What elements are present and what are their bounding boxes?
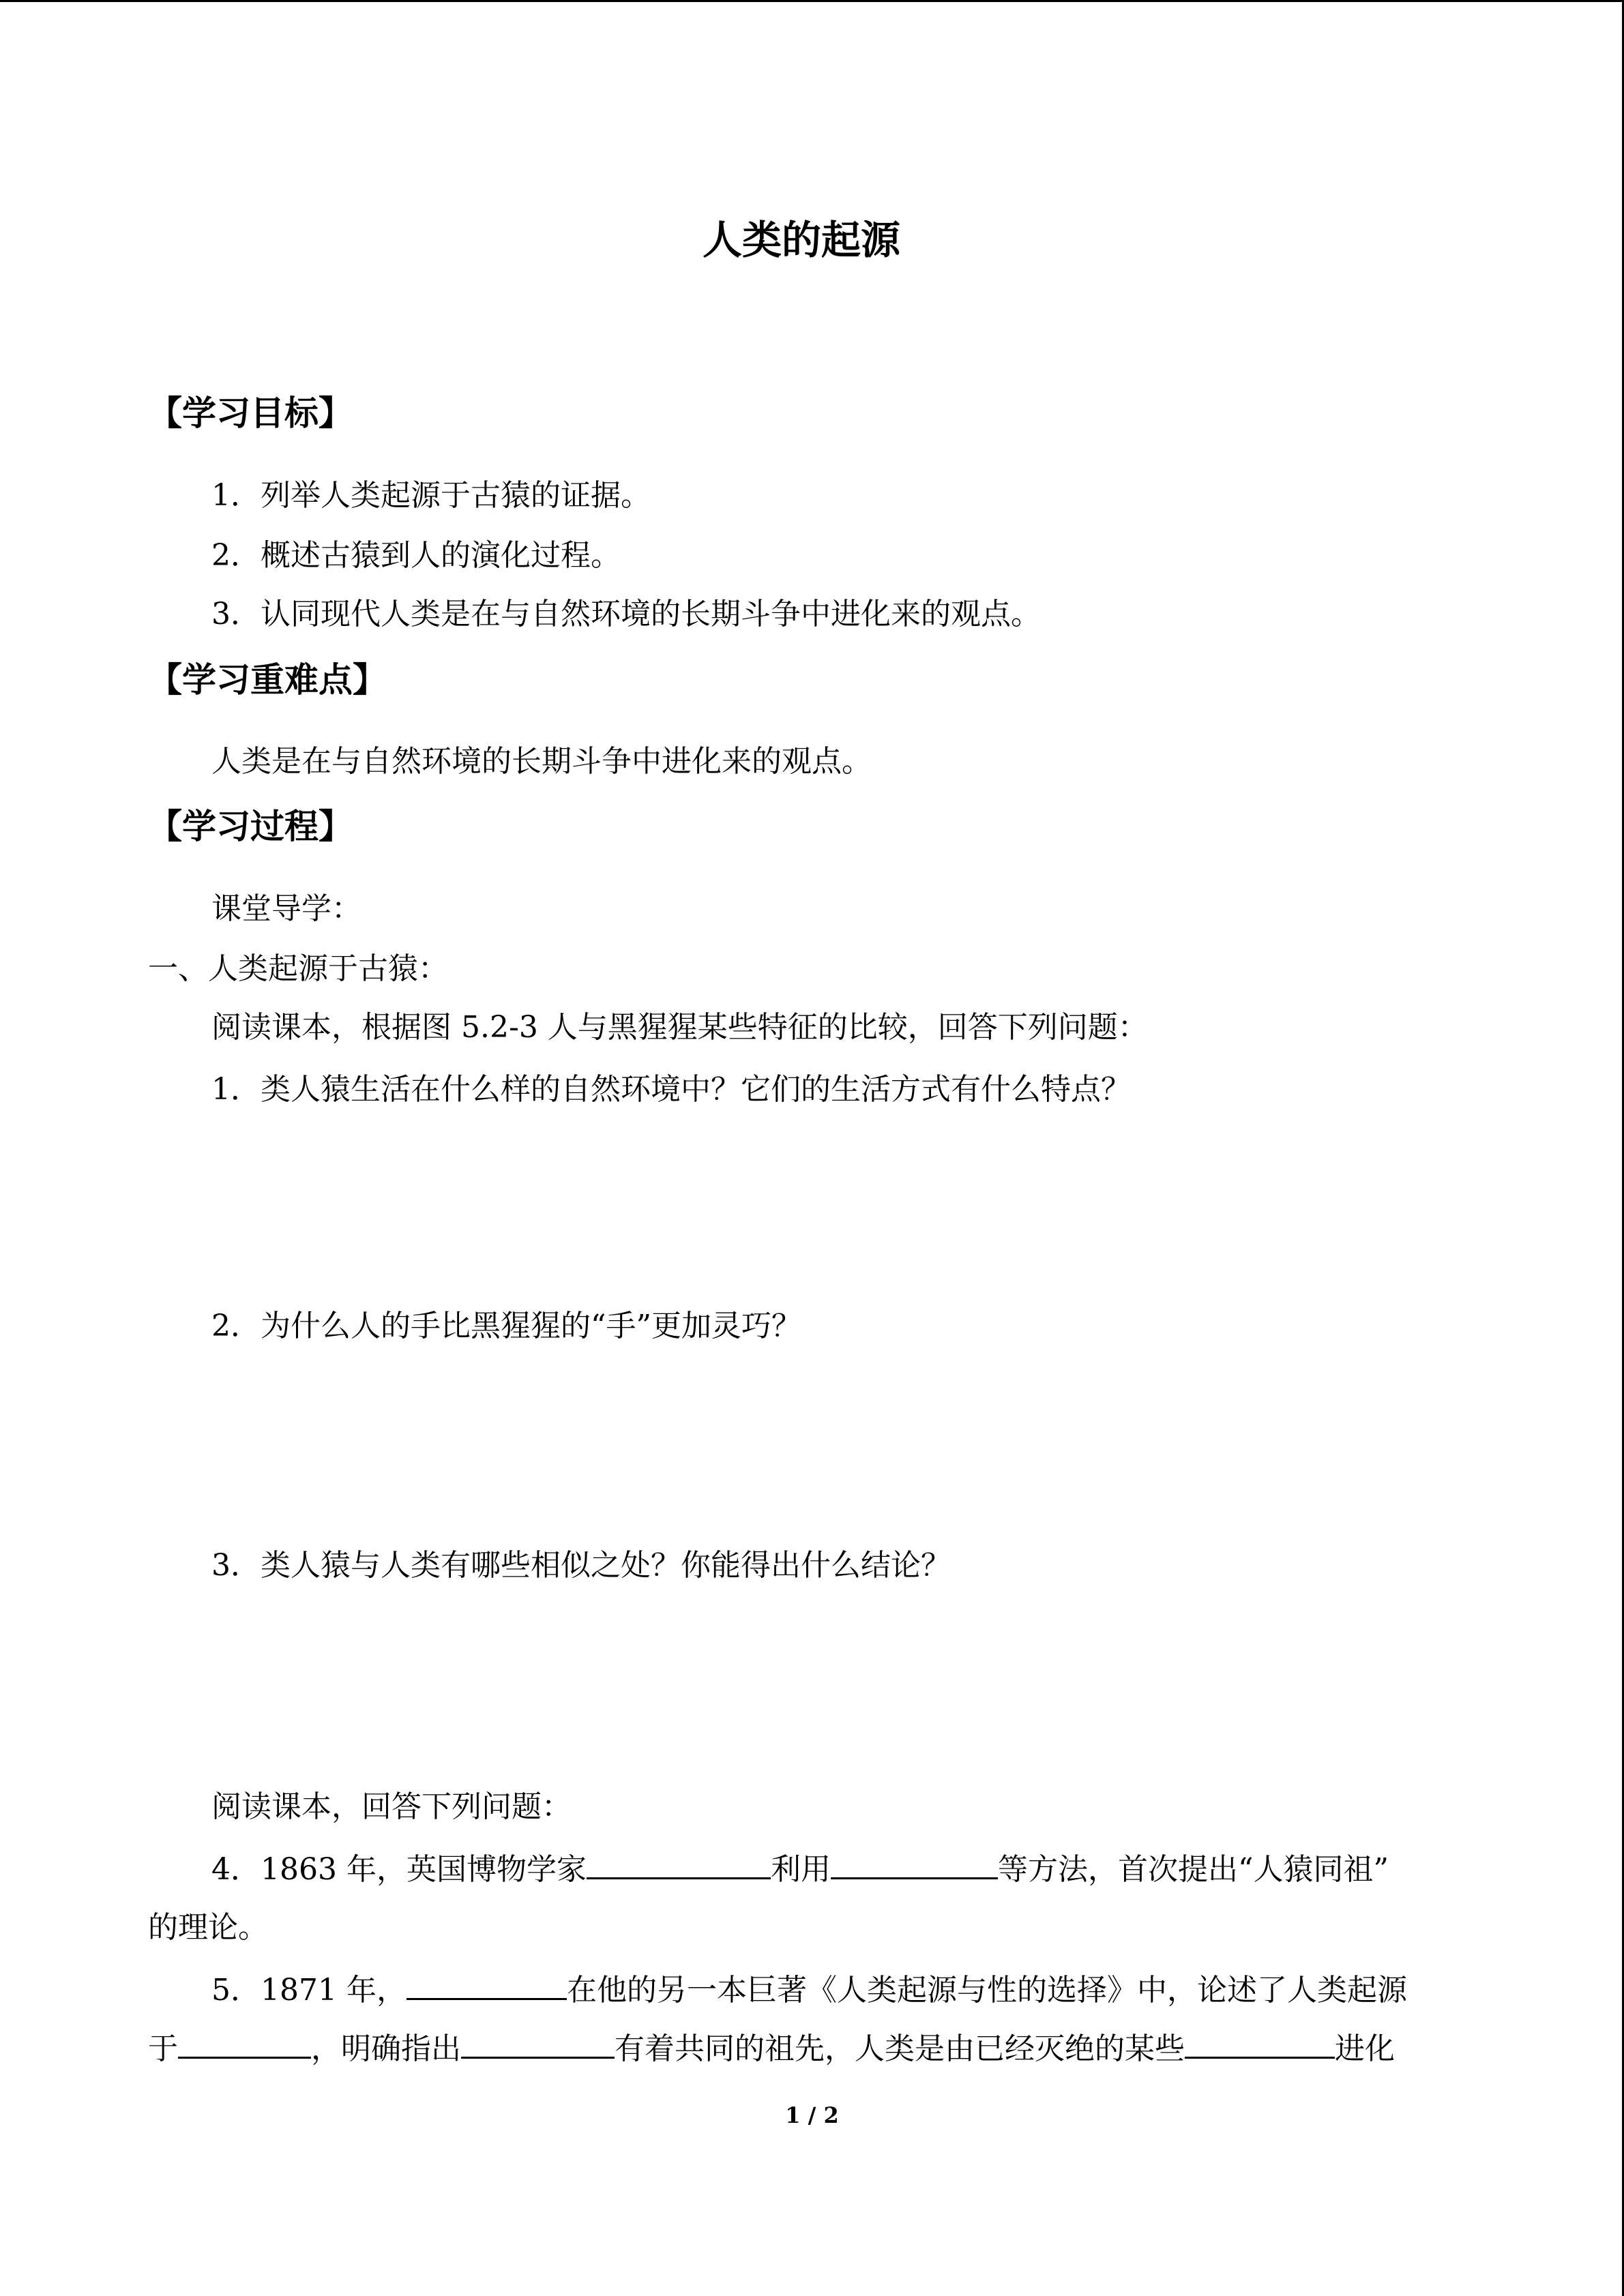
question-4-part-a: 4．1863 年，英国博物学家 <box>211 1852 587 1887</box>
part-heading: 一、人类起源于古猿： <box>148 951 448 986</box>
section-heading-key-points: 【学习重难点】 <box>148 660 387 700</box>
question-5-part-f: 进化 <box>1335 2031 1395 2066</box>
question-4-continued: 的理论。 <box>148 1910 268 1945</box>
objective-item-2: 2．概述古猿到人的演化过程。 <box>211 538 621 573</box>
answer-blank[interactable] <box>1185 2027 1335 2059</box>
answer-blank[interactable] <box>831 1847 998 1879</box>
objective-item-1: 1．列举人类起源于古猿的证据。 <box>211 478 651 513</box>
reading-instruction-1: 阅读课本，根据图 5.2-3 人与黑猩猩某些特征的比较，回答下列问题： <box>211 1010 1148 1045</box>
reading-instruction-2: 阅读课本，回答下列问题： <box>211 1789 572 1824</box>
answer-blank[interactable] <box>461 2027 615 2059</box>
objective-item-3: 3．认同现代人类是在与自然环境的长期斗争中进化来的观点。 <box>211 597 1041 631</box>
page-number: 1 / 2 <box>785 2102 839 2128</box>
section-heading-objectives: 【学习目标】 <box>148 393 353 433</box>
answer-blank[interactable] <box>587 1847 771 1879</box>
question-5-part-c: 于 <box>148 2031 178 2066</box>
question-4 <box>211 1847 1389 1890</box>
question-5-part-d: ，明确指出 <box>311 2031 461 2066</box>
page-title: 人类的起源 <box>703 217 901 263</box>
key-point-text: 人类是在与自然环境的长期斗争中进化来的观点。 <box>211 744 872 779</box>
question-4-part-b: 利用 <box>770 1852 831 1887</box>
answer-blank[interactable] <box>407 1968 567 2000</box>
question-2: 2．为什么人的手比黑猩猩的“手”更加灵巧？ <box>211 1309 801 1343</box>
top-border <box>0 0 1624 2</box>
question-4-part-c: 等方法，首次提出“人猿同祖” <box>997 1852 1389 1887</box>
question-5-continued <box>148 2027 1395 2070</box>
question-3: 3．类人猿与人类有哪些相似之处？你能得出什么结论？ <box>211 1548 951 1583</box>
answer-blank[interactable] <box>178 2027 311 2059</box>
process-intro: 课堂导学： <box>211 891 361 926</box>
question-5-part-b: 在他的另一本巨著《人类起源与性的选择》中，论述了人类起源 <box>566 1973 1407 2008</box>
question-5 <box>211 1968 1407 2011</box>
question-5-part-e: 有着共同的祖先，人类是由已经灭绝的某些 <box>615 2031 1185 2066</box>
question-1: 1．类人猿生活在什么样的自然环境中？它们的生活方式有什么特点？ <box>211 1072 1131 1107</box>
question-5-part-a: 5．1871 年， <box>211 1973 407 2008</box>
section-heading-process: 【学习过程】 <box>148 807 353 846</box>
